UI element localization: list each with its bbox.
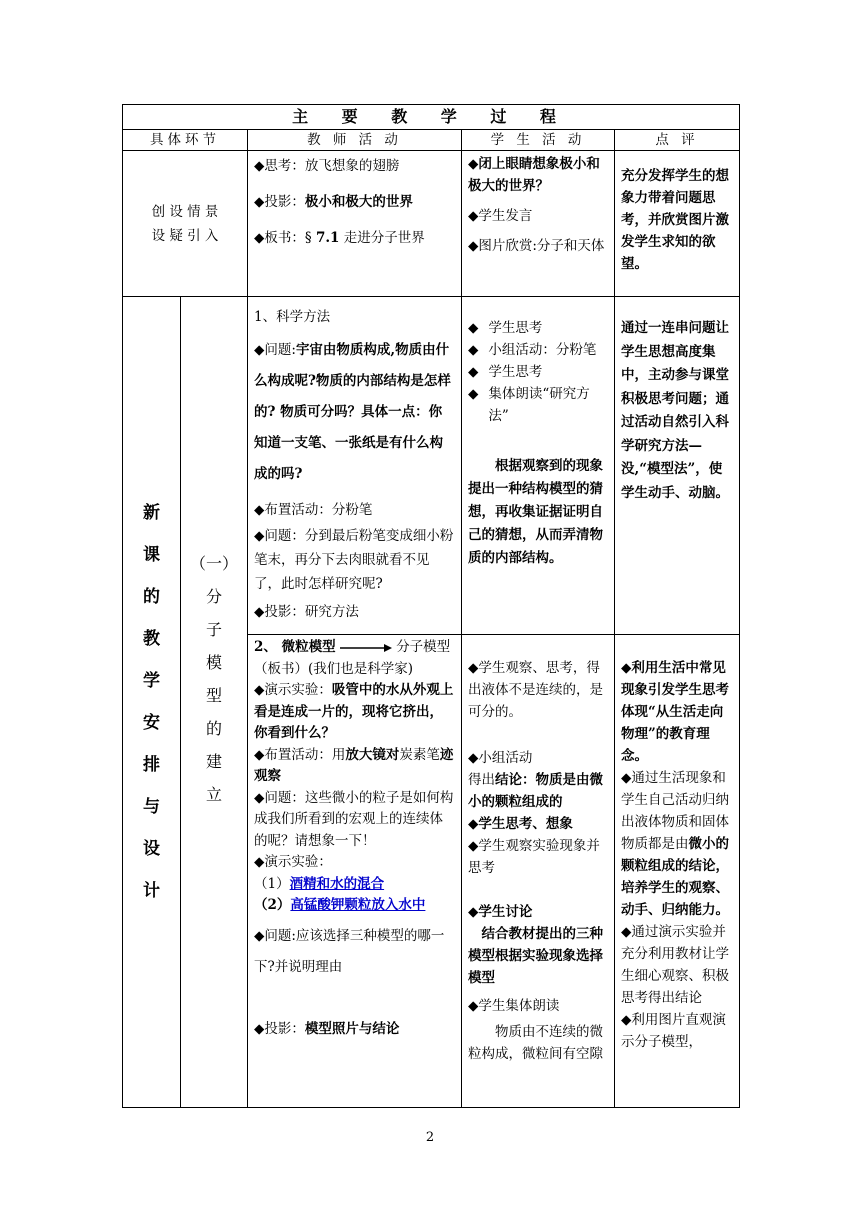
header-stage: 具体环节 bbox=[123, 130, 248, 151]
table-row bbox=[123, 297, 740, 635]
student-cell-model bbox=[462, 635, 615, 1108]
experiment-2: （2）高锰酸钾颗粒放入水中 bbox=[254, 897, 426, 913]
header-teacher: 教 师 活 动 bbox=[248, 130, 462, 151]
stage-intro-line1: 创 设 情 景 bbox=[151, 203, 219, 220]
teacher-item: ◆问题：分到最后粉笔变成细小粉笔末，再分下去肉眼就看不见了，此时怎样研究呢? bbox=[254, 528, 454, 592]
teacher-item: ◆演示实验： bbox=[254, 854, 332, 870]
teacher-cell-method bbox=[248, 297, 462, 635]
lesson-process-table bbox=[122, 104, 740, 1108]
substage-molecular-model: （一） 分 子 模 型 的 建 立 bbox=[181, 297, 248, 1108]
comment-item: ◆通过演示实验并充分利用教材让学生细心观察、积极思考得出结论 bbox=[621, 924, 729, 1006]
student-item: ◆学生发言 bbox=[468, 208, 533, 224]
model-heading: 2、 微粒模型 分子模型 bbox=[254, 639, 451, 655]
student-item: ◆学生观察实验现象并思考 bbox=[468, 838, 600, 876]
comment-cell-method: 通过一连串问题让学生思想高度集中，主动参与课堂积极思考问题；通过活动自然引入科学研究方法—没,“模型法”，使学生动手、动脑。 bbox=[615, 297, 740, 635]
student-item: 物质由不连续的微粒构成，微粒间有空隙 bbox=[468, 1024, 603, 1062]
teacher-cell-intro bbox=[248, 151, 462, 297]
student-item: ◆图片欣赏:分子和天体 bbox=[468, 238, 605, 254]
student-item: ◆ 学生思考 bbox=[468, 320, 543, 336]
student-item: 结合教材提出的三种模型根据实验现象选择模型 bbox=[468, 926, 603, 986]
comment-item: ◆通过生活现象和学生自己活动归纳出液体物质和固体物质都是由微小的颗粒组成的结论，培养学生的观察、动手、归纳能力。 bbox=[621, 770, 729, 918]
title-row bbox=[123, 105, 740, 130]
arrow-right-icon bbox=[340, 643, 392, 653]
comment-cell-intro: 充分发挥学生的想象力带着问题思考，并欣赏图片激发学生求知的欲望。 bbox=[615, 151, 740, 297]
teacher-item: ◆布置活动：分粉笔 bbox=[254, 502, 373, 518]
student-cell-method bbox=[462, 297, 615, 635]
student-item: ◆ 集体朗读“研究方法” bbox=[468, 386, 590, 424]
student-conclusion: 根据观察到的现象提出一种结构模型的猜想，再收集证据证明自己的猜想，从而弄清物质的内部结构。 bbox=[468, 458, 603, 566]
experiment-1: （1）酒精和水的混合 bbox=[254, 875, 385, 892]
student-item: ◆学生集体朗读 bbox=[468, 998, 560, 1014]
stage-intro bbox=[123, 151, 248, 297]
teacher-item: ◆问题：这些微小的粒子是如何构成我们所看到的宏观上的连续体的呢？请想象一下！ bbox=[254, 789, 454, 849]
experiment-2-link[interactable]: 高锰酸钾颗粒放入水中 bbox=[290, 897, 426, 913]
teacher-item: ◆布置活动：用放大镜对炭素笔迹观察 bbox=[254, 746, 454, 784]
table-row bbox=[123, 151, 740, 297]
experiment-1-link[interactable]: 酒精和水的混合 bbox=[289, 875, 385, 892]
teacher-item: ◆演示实验：吸管中的水从外观上看是连成一片的，现将它挤出，你看到什么？ bbox=[254, 682, 454, 741]
student-item: ◆学生思考、想象 bbox=[468, 816, 573, 832]
method-heading: 1、科学方法 bbox=[254, 309, 331, 325]
student-item: ◆ 学生思考 bbox=[468, 364, 543, 380]
page-number: 2 bbox=[425, 1130, 435, 1145]
stage-new-lesson: 新 课 的 教 学 安 排 与 设 计 bbox=[123, 297, 181, 1108]
teacher-cell-model bbox=[248, 635, 462, 1108]
teacher-item: ◆投影：研究方法 bbox=[254, 604, 359, 620]
student-item: ◆小组活动 bbox=[468, 750, 533, 766]
student-item: ◆学生观察、思考，得出液体不是连续的，是可分的。 bbox=[468, 660, 603, 720]
header-row bbox=[123, 130, 740, 151]
student-item: ◆ 小组活动：分粉笔 bbox=[468, 342, 597, 358]
header-comment: 点 评 bbox=[615, 130, 740, 151]
student-cell-intro bbox=[462, 151, 615, 297]
teacher-item: ◆问题:宇宙由物质构成,物质由什么构成呢?物质的内部结构是怎样的? 物质可分吗？具体一点：你知道一支笔、一张纸是有什么构成的吗? bbox=[254, 342, 451, 482]
comment-item: ◆利用生活中常见现象引发学生思考体现“从生活走向物理”的教育理念。 bbox=[621, 660, 729, 764]
teacher-item: ◆投影：极小和极大的世界 bbox=[254, 194, 413, 210]
teacher-item: ◆投影：模型照片与结论 bbox=[254, 1020, 400, 1037]
comment-cell-model bbox=[615, 635, 740, 1108]
stage-intro-line2: 设 疑 引 入 bbox=[151, 227, 219, 244]
table-title: 主 要 教 学 过 程 bbox=[123, 105, 740, 130]
student-item: ◆学生讨论 bbox=[468, 904, 533, 920]
model-subheading: （板书）(我们也是科学家) bbox=[254, 660, 414, 677]
student-item: ◆闭上眼睛想象极小和极大的世界？ bbox=[468, 156, 600, 194]
teacher-item: ◆问题:应该选择三种模型的哪一下?并说明理由 bbox=[254, 927, 445, 975]
comment-item: ◆利用图片直观演示分子模型， bbox=[621, 1012, 726, 1050]
teacher-item: ◆板书：§ 7.1 走进分子世界 bbox=[254, 230, 425, 246]
teacher-item: ◆思考：放飞想象的翅膀 bbox=[254, 158, 400, 174]
student-item: 得出结论：物质是由微小的颗粒组成的 bbox=[468, 772, 603, 810]
header-student: 学 生 活 动 bbox=[462, 130, 615, 151]
